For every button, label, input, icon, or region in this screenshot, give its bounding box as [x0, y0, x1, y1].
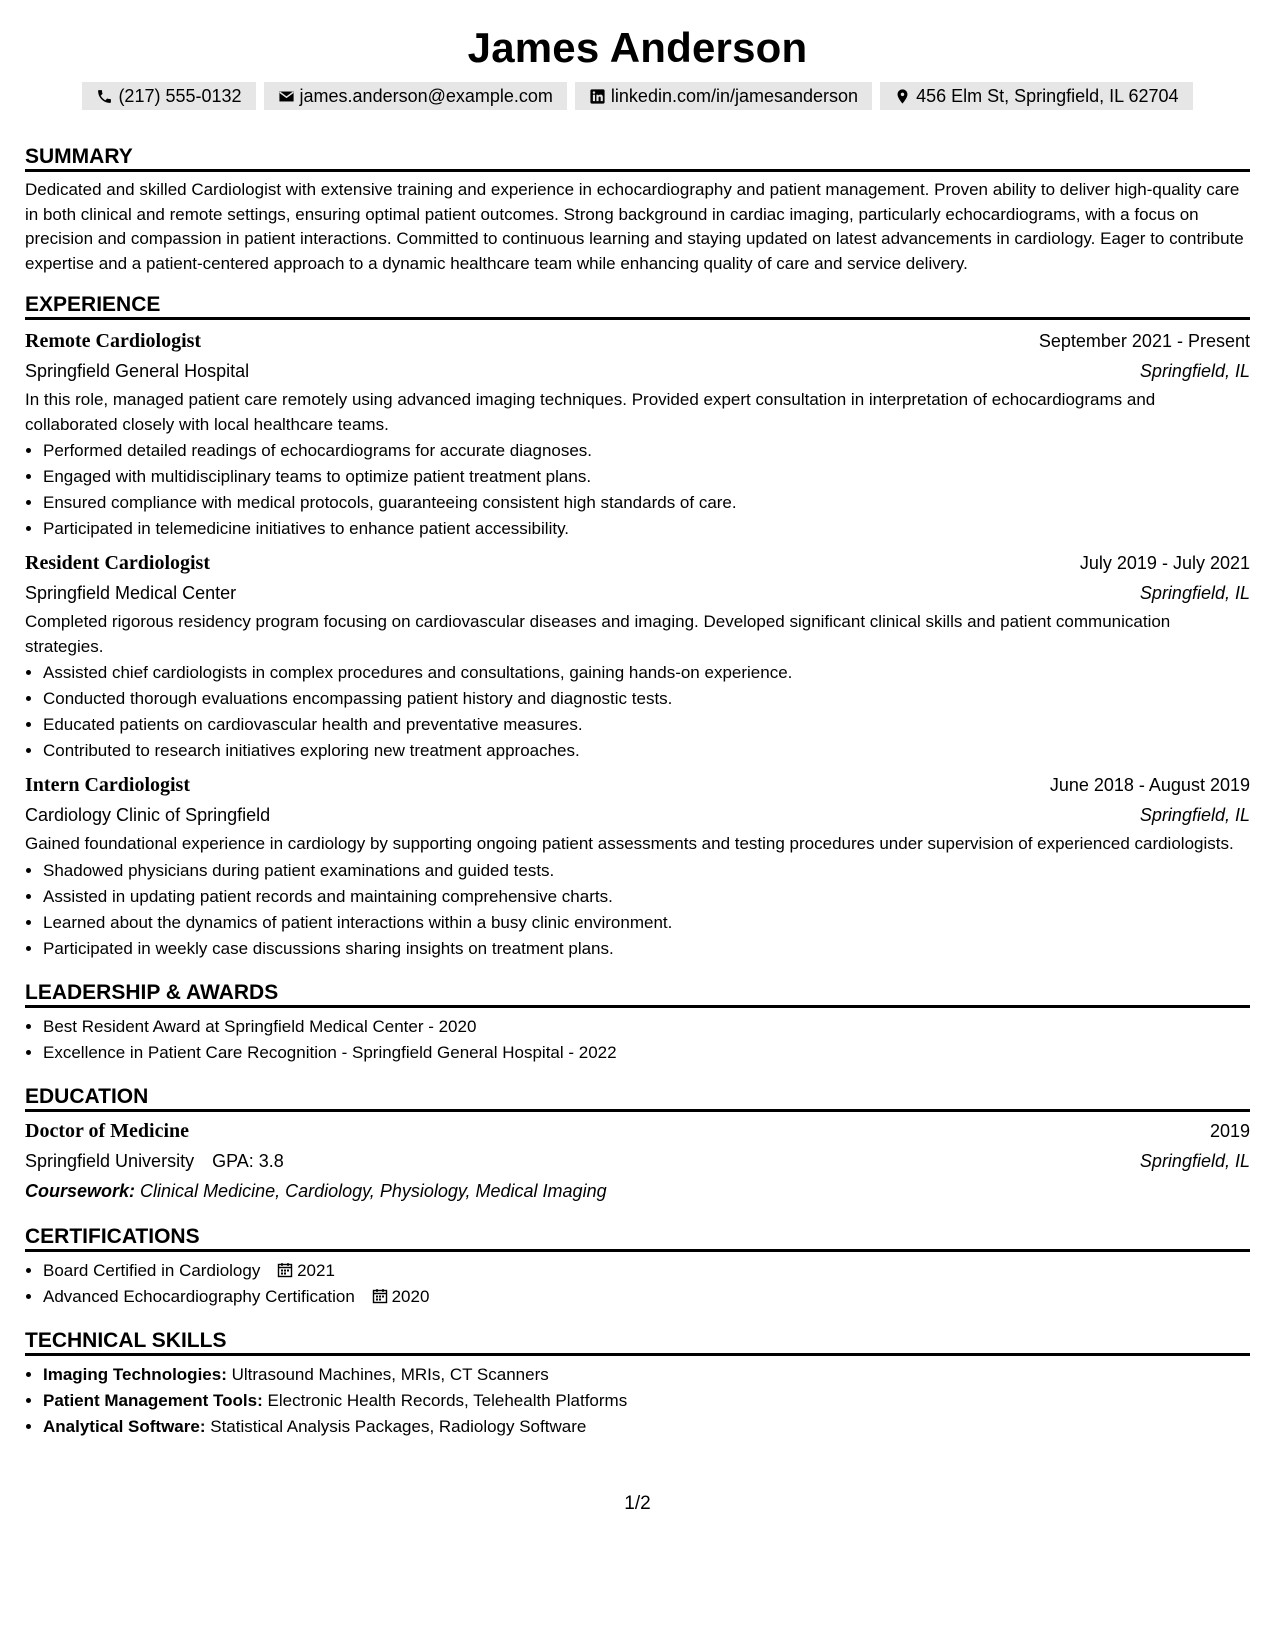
list-item: • Contributed to research initiatives exploring new treatment approaches. [43, 738, 1250, 764]
job-date: July 2019 - July 2021 [1079, 553, 1250, 573]
education-section [25, 1082, 1250, 1206]
graduation-year: 2019 [1209, 1120, 1250, 1141]
skill-label: Analytical Software: [43, 1416, 206, 1436]
list-item [43, 1362, 1250, 1388]
skill-value: Ultrasound Machines, MRIs, CT Scanners [231, 1364, 549, 1384]
list-item: • Shadowed physicians during patient examinations and guided tests. [43, 858, 1250, 884]
job-entry [25, 326, 1250, 542]
skills-list [25, 1362, 1250, 1440]
degree-title: Doctor of Medicine [25, 1119, 190, 1142]
job-description: Completed rigorous residency program focusing on cardiovascular diseases and imaging. Developed significant clinical skills and patient communication strategies. [25, 612, 1171, 656]
list-item: • Engaged with multidisciplinary teams to optimize patient treatment plans. [43, 464, 1250, 490]
contact-address[interactable] [880, 82, 1193, 110]
job-organization: Cardiology Clinic of Springfield [25, 805, 271, 825]
job-organization: Springfield General Hospital [25, 361, 250, 381]
summary-text: Dedicated and skilled Cardiologist with extensive training and experience in echocardiography and patient management. Proven ability to deliver high-quality care in both clinical and remote settings, ensuring optimal patient outcomes. Strong background in cardiac imaging, particularly echocardiograms, with a focus on precision and compassion in patient interactions. Committed to continuous learning and staying updated on latest advancements in cardiology. Eager to contribute expertise and a patient-centered approach to a dynamic healthcare team while enhancing quality of care and service delivery. [25, 180, 1244, 273]
list-item [43, 1258, 1250, 1284]
education-heading: EDUCATION [25, 1082, 1250, 1112]
school-location: Springfield, IL [1139, 1150, 1250, 1171]
contact-bar [25, 82, 1250, 110]
summary-section [25, 142, 1250, 276]
job-location: Springfield, IL [1139, 583, 1250, 603]
job-date: September 2021 - Present [1038, 331, 1250, 351]
email-text: james.anderson@example.com [299, 85, 553, 106]
list-item: • Ensured compliance with medical protocols, guaranteeing consistent high standards of care. [43, 490, 1250, 516]
list-item: • Conducted thorough evaluations encompassing patient history and diagnostic tests. [43, 686, 1250, 712]
education-entry [25, 1116, 1250, 1206]
certifications-section [25, 1222, 1250, 1310]
phone-text: (217) 555-0132 [118, 85, 242, 106]
skill-label: Imaging Technologies: [43, 1364, 227, 1384]
skill-label: Patient Management Tools: [43, 1390, 263, 1410]
school-name: Springfield University [25, 1150, 195, 1171]
certifications-list [25, 1258, 1250, 1310]
list-item: • Excellence in Patient Care Recognition - Springfield General Hospital - 2022 [43, 1040, 1250, 1066]
certification-name: Board Certified in Cardiology [43, 1260, 261, 1280]
contact-email[interactable] [264, 82, 567, 110]
job-date: June 2018 - August 2019 [1049, 775, 1250, 795]
certification-year: 2021 [297, 1260, 335, 1280]
gpa: GPA: 3.8 [212, 1150, 284, 1171]
awards-section [25, 978, 1250, 1066]
job-location: Springfield, IL [1139, 361, 1250, 381]
job-description: Gained foundational experience in cardiology by supporting ongoing patient assessments and testing procedures under supervision of experienced cardiologists. [25, 834, 1234, 853]
job-title: Intern Cardiologist [25, 774, 190, 796]
job-bullets [25, 660, 1250, 764]
skills-heading: TECHNICAL SKILLS [25, 1326, 1250, 1356]
list-item: • Participated in telemedicine initiatives to enhance patient accessibility. [43, 516, 1250, 542]
job-entry [25, 548, 1250, 764]
job-bullets [25, 858, 1250, 962]
coursework-label: Coursework: [25, 1180, 136, 1201]
job-title: Resident Cardiologist [25, 552, 210, 574]
list-item [43, 1388, 1250, 1414]
linkedin-text: linkedin.com/in/jamesanderson [610, 85, 859, 106]
candidate-name: James Anderson [467, 24, 808, 71]
coursework-list: Clinical Medicine, Cardiology, Physiology, Medical Imaging [140, 1180, 607, 1201]
job-location: Springfield, IL [1139, 805, 1250, 825]
list-item: • Performed detailed readings of echocardiograms for accurate diagnoses. [43, 438, 1250, 464]
job-description: In this role, managed patient care remotely using advanced imaging techniques. Provided expert consultation in interpretation of echocardiograms and collaborated closely with local healthcare teams. [25, 390, 1156, 434]
linkedin-icon [589, 88, 606, 105]
skill-value: Statistical Analysis Packages, Radiology Software [210, 1416, 587, 1436]
job-title: Remote Cardiologist [25, 330, 202, 352]
job-entry [25, 770, 1250, 962]
certifications-heading: CERTIFICATIONS [25, 1222, 1250, 1252]
list-item: • Best Resident Award at Springfield Medical Center - 2020 [43, 1014, 1250, 1040]
list-item: • Assisted chief cardiologists in complex procedures and consultations, gaining hands-on experience. [43, 660, 1250, 686]
calendar-icon [372, 1288, 388, 1304]
map-pin-icon [894, 88, 911, 105]
experience-section [25, 290, 1250, 962]
list-item: • Participated in weekly case discussions sharing insights on treatment plans. [43, 936, 1250, 962]
job-organization: Springfield Medical Center [25, 583, 237, 603]
awards-heading: LEADERSHIP & AWARDS [25, 978, 1250, 1008]
skills-section [25, 1326, 1250, 1440]
list-item [43, 1284, 1250, 1310]
experience-heading: EXPERIENCE [25, 290, 1250, 320]
school-name-line [25, 1146, 284, 1176]
coursework [25, 1176, 1250, 1206]
envelope-icon [278, 88, 295, 105]
address-text: 456 Elm St, Springfield, IL 62704 [916, 85, 1179, 106]
contact-linkedin[interactable] [575, 82, 872, 110]
skill-value: Electronic Health Records, Telehealth Platforms [267, 1390, 628, 1410]
list-item: • Educated patients on cardiovascular health and preventative measures. [43, 712, 1250, 738]
resume-page [25, 20, 1250, 1440]
page-number: 1/2 [624, 1493, 651, 1514]
list-item: • Learned about the dynamics of patient interactions within a busy clinic environment. [43, 910, 1250, 936]
summary-heading: SUMMARY [25, 142, 1250, 172]
awards-list [25, 1014, 1250, 1066]
job-bullets [25, 438, 1250, 542]
contact-phone[interactable] [82, 82, 255, 110]
phone-icon [96, 88, 113, 105]
calendar-icon [277, 1262, 293, 1278]
list-item: • Assisted in updating patient records and maintaining comprehensive charts. [43, 884, 1250, 910]
certification-year: 2020 [391, 1286, 430, 1306]
certification-name: Advanced Echocardiography Certification [43, 1286, 355, 1306]
list-item [43, 1414, 1250, 1440]
